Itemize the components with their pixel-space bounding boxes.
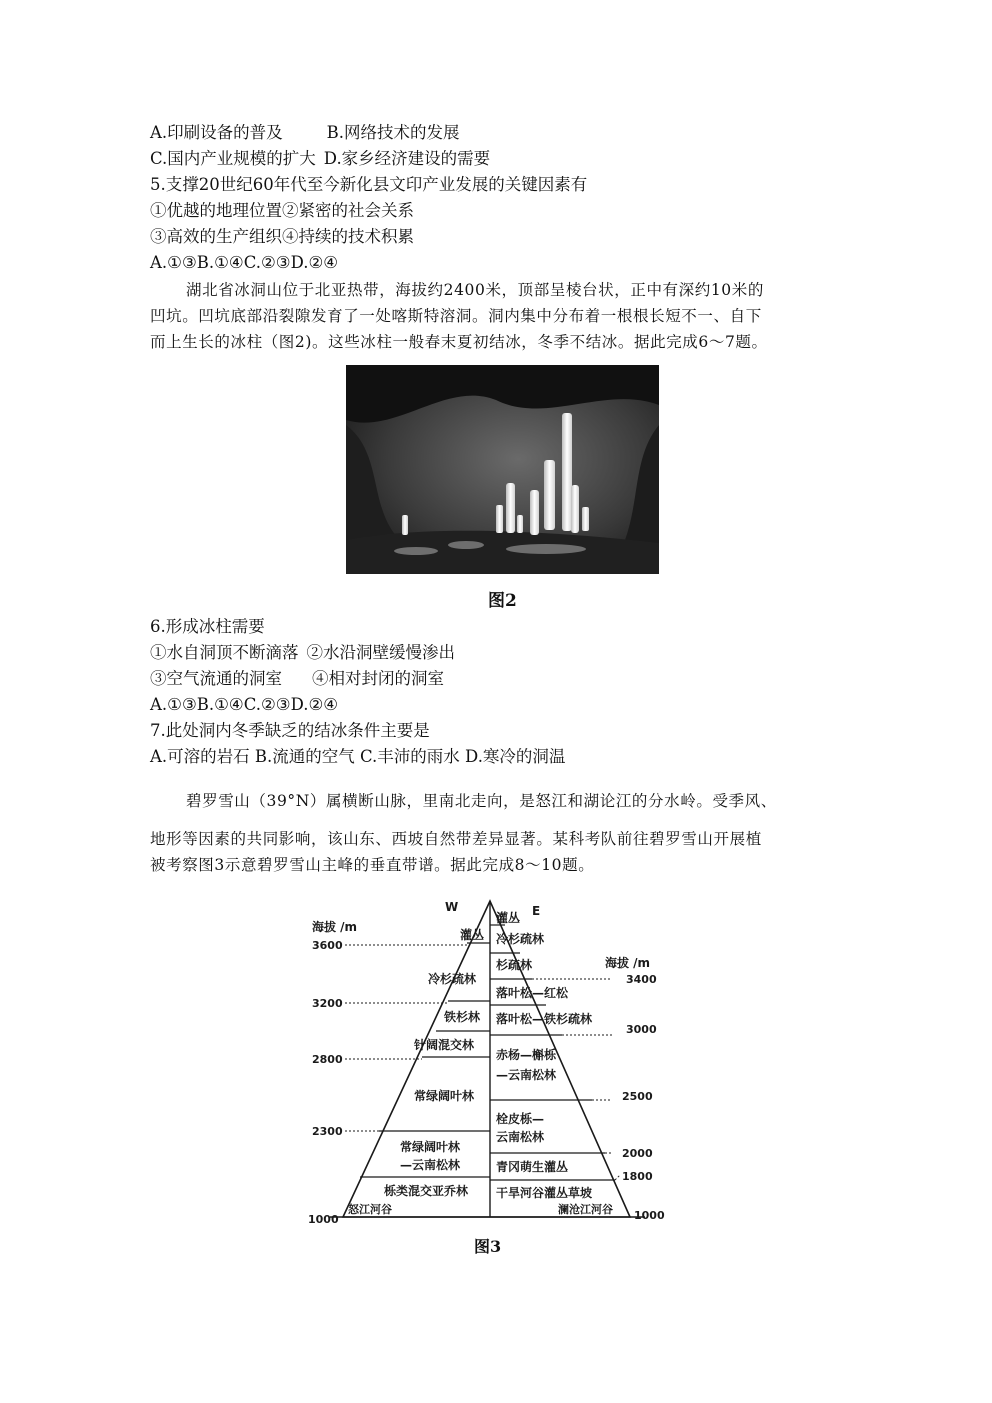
east-zone: 云南松林 [496, 1130, 545, 1144]
q4-option-a: A.印刷设备的普及 [150, 123, 283, 142]
passage2-line2: 地形等因素的共同影响，该山东、西坡自然带差异显著。某科考队前往碧罗雪山开展植 [150, 830, 762, 848]
west-zone: —云南松林 [400, 1158, 461, 1172]
q6-item-3: ③空气流通的洞室 [150, 669, 282, 688]
q5-items-2: ③高效的生产组织④持续的技术积累 [150, 227, 414, 246]
left-tick: 2300 [312, 1125, 343, 1138]
passage2-line3: 被考察图3示意碧罗雪山主峰的垂直带谱。据此完成8～10题。 [150, 856, 595, 874]
fig2-caption: 图2 [488, 591, 517, 611]
axis-left-label: 海拔 /m [312, 920, 358, 934]
west-zone: 铁杉林 [444, 1010, 481, 1024]
east-zone: 落叶松—红松 [496, 986, 569, 1000]
q6-item-4: ④相对封闭的洞室 [312, 669, 444, 688]
left-tick: 1000 [308, 1213, 339, 1225]
fig3-caption: 图3 [474, 1237, 502, 1256]
right-tick: 1800 [622, 1170, 653, 1183]
q4-option-b: B.网络技术的发展 [326, 123, 460, 142]
q6-item-2: ②水沿洞壁缓慢渗出 [306, 643, 455, 662]
right-tick: 3000 [626, 1023, 657, 1036]
east-zone: 杉疏林 [496, 958, 533, 972]
west-zone: 冷杉疏林 [428, 972, 477, 986]
east-zone: 赤杨—槲栎 [496, 1048, 557, 1062]
east-valley: 澜沧江河谷 [558, 1203, 613, 1216]
q7-options: A.可溶的岩石 B.流通的空气 C.丰沛的雨水 D.寒冷的洞温 [150, 747, 566, 766]
q4-options-row1 [150, 122, 460, 144]
ice-column-photo [346, 365, 659, 574]
left-tick: 3600 [312, 939, 343, 952]
passage1-line1: 湖北省冰洞山位于北亚热带，海拔约2400米，顶部呈棱台状，正中有深约10米的 [186, 281, 764, 299]
right-tick: 2500 [622, 1090, 653, 1103]
west-label: W [445, 900, 459, 914]
vertical-zonation-diagram [300, 895, 700, 1225]
q4-options-row2 [150, 148, 490, 170]
west-valley: 怒江河谷 [348, 1203, 392, 1216]
q4-option-c: C.国内产业规模的扩大 [150, 149, 316, 168]
passage1-line3: 而上生长的冰柱（图2)。这些冰柱一般春末夏初结冰，冬季不结冰。据此完成6～7题。 [150, 333, 768, 351]
passage1-line2: 凹坑。凹坑底部沿裂隙发育了一处喀斯特溶洞。洞内集中分布着一根根长短不一、自下 [150, 307, 762, 325]
west-zone: 常绿阔叶林 [400, 1140, 461, 1154]
east-zone: 落叶松—铁杉疏林 [496, 1012, 593, 1026]
left-tick: 3200 [312, 997, 343, 1010]
q7-stem: 7.此处洞内冬季缺乏的结冰条件主要是 [150, 721, 430, 740]
right-tick: 1000 [634, 1209, 665, 1222]
q4-option-d: D.家乡经济建设的需要 [323, 149, 491, 168]
q6-options: A.①③B.①④C.②③D.②④ [150, 695, 339, 714]
east-zone: 干旱河谷灌丛草坡 [496, 1186, 593, 1200]
east-zone: 冷杉疏林 [496, 932, 545, 946]
axis-right-label: 海拔 /m [605, 956, 651, 970]
east-zone: —云南松林 [496, 1068, 557, 1082]
west-zone: 灌丛 [460, 928, 485, 942]
q5-stem: 5.支撑20世纪60年代至今新化县文印产业发展的关键因素有 [150, 175, 588, 194]
left-tick: 2800 [312, 1053, 343, 1066]
q6-stem: 6.形成冰柱需要 [150, 617, 265, 636]
east-zone: 青冈萌生灌丛 [496, 1160, 569, 1174]
west-zone: 常绿阔叶林 [414, 1089, 475, 1103]
q5-options: A.①③B.①④C.②③D.②④ [150, 253, 339, 272]
east-zone: 灌丛 [496, 911, 521, 925]
east-label: E [532, 904, 541, 918]
west-zone: 栎类混交亚乔林 [384, 1184, 469, 1198]
q6-items-2 [150, 668, 444, 690]
q5-items-1: ①优越的地理位置②紧密的社会关系 [150, 201, 414, 220]
passage2-line1: 碧罗雪山（39°N）属横断山脉，里南北走向，是怒江和湖论江的分水岭。受季风、 [186, 792, 777, 810]
east-zone: 栓皮栎— [496, 1112, 545, 1126]
west-zone: 针阔混交林 [414, 1038, 475, 1052]
right-tick: 2000 [622, 1147, 653, 1160]
q6-item-1: ①水自洞顶不断滴落 [150, 643, 299, 662]
q6-items-1 [150, 642, 455, 664]
right-tick: 3400 [626, 973, 657, 986]
